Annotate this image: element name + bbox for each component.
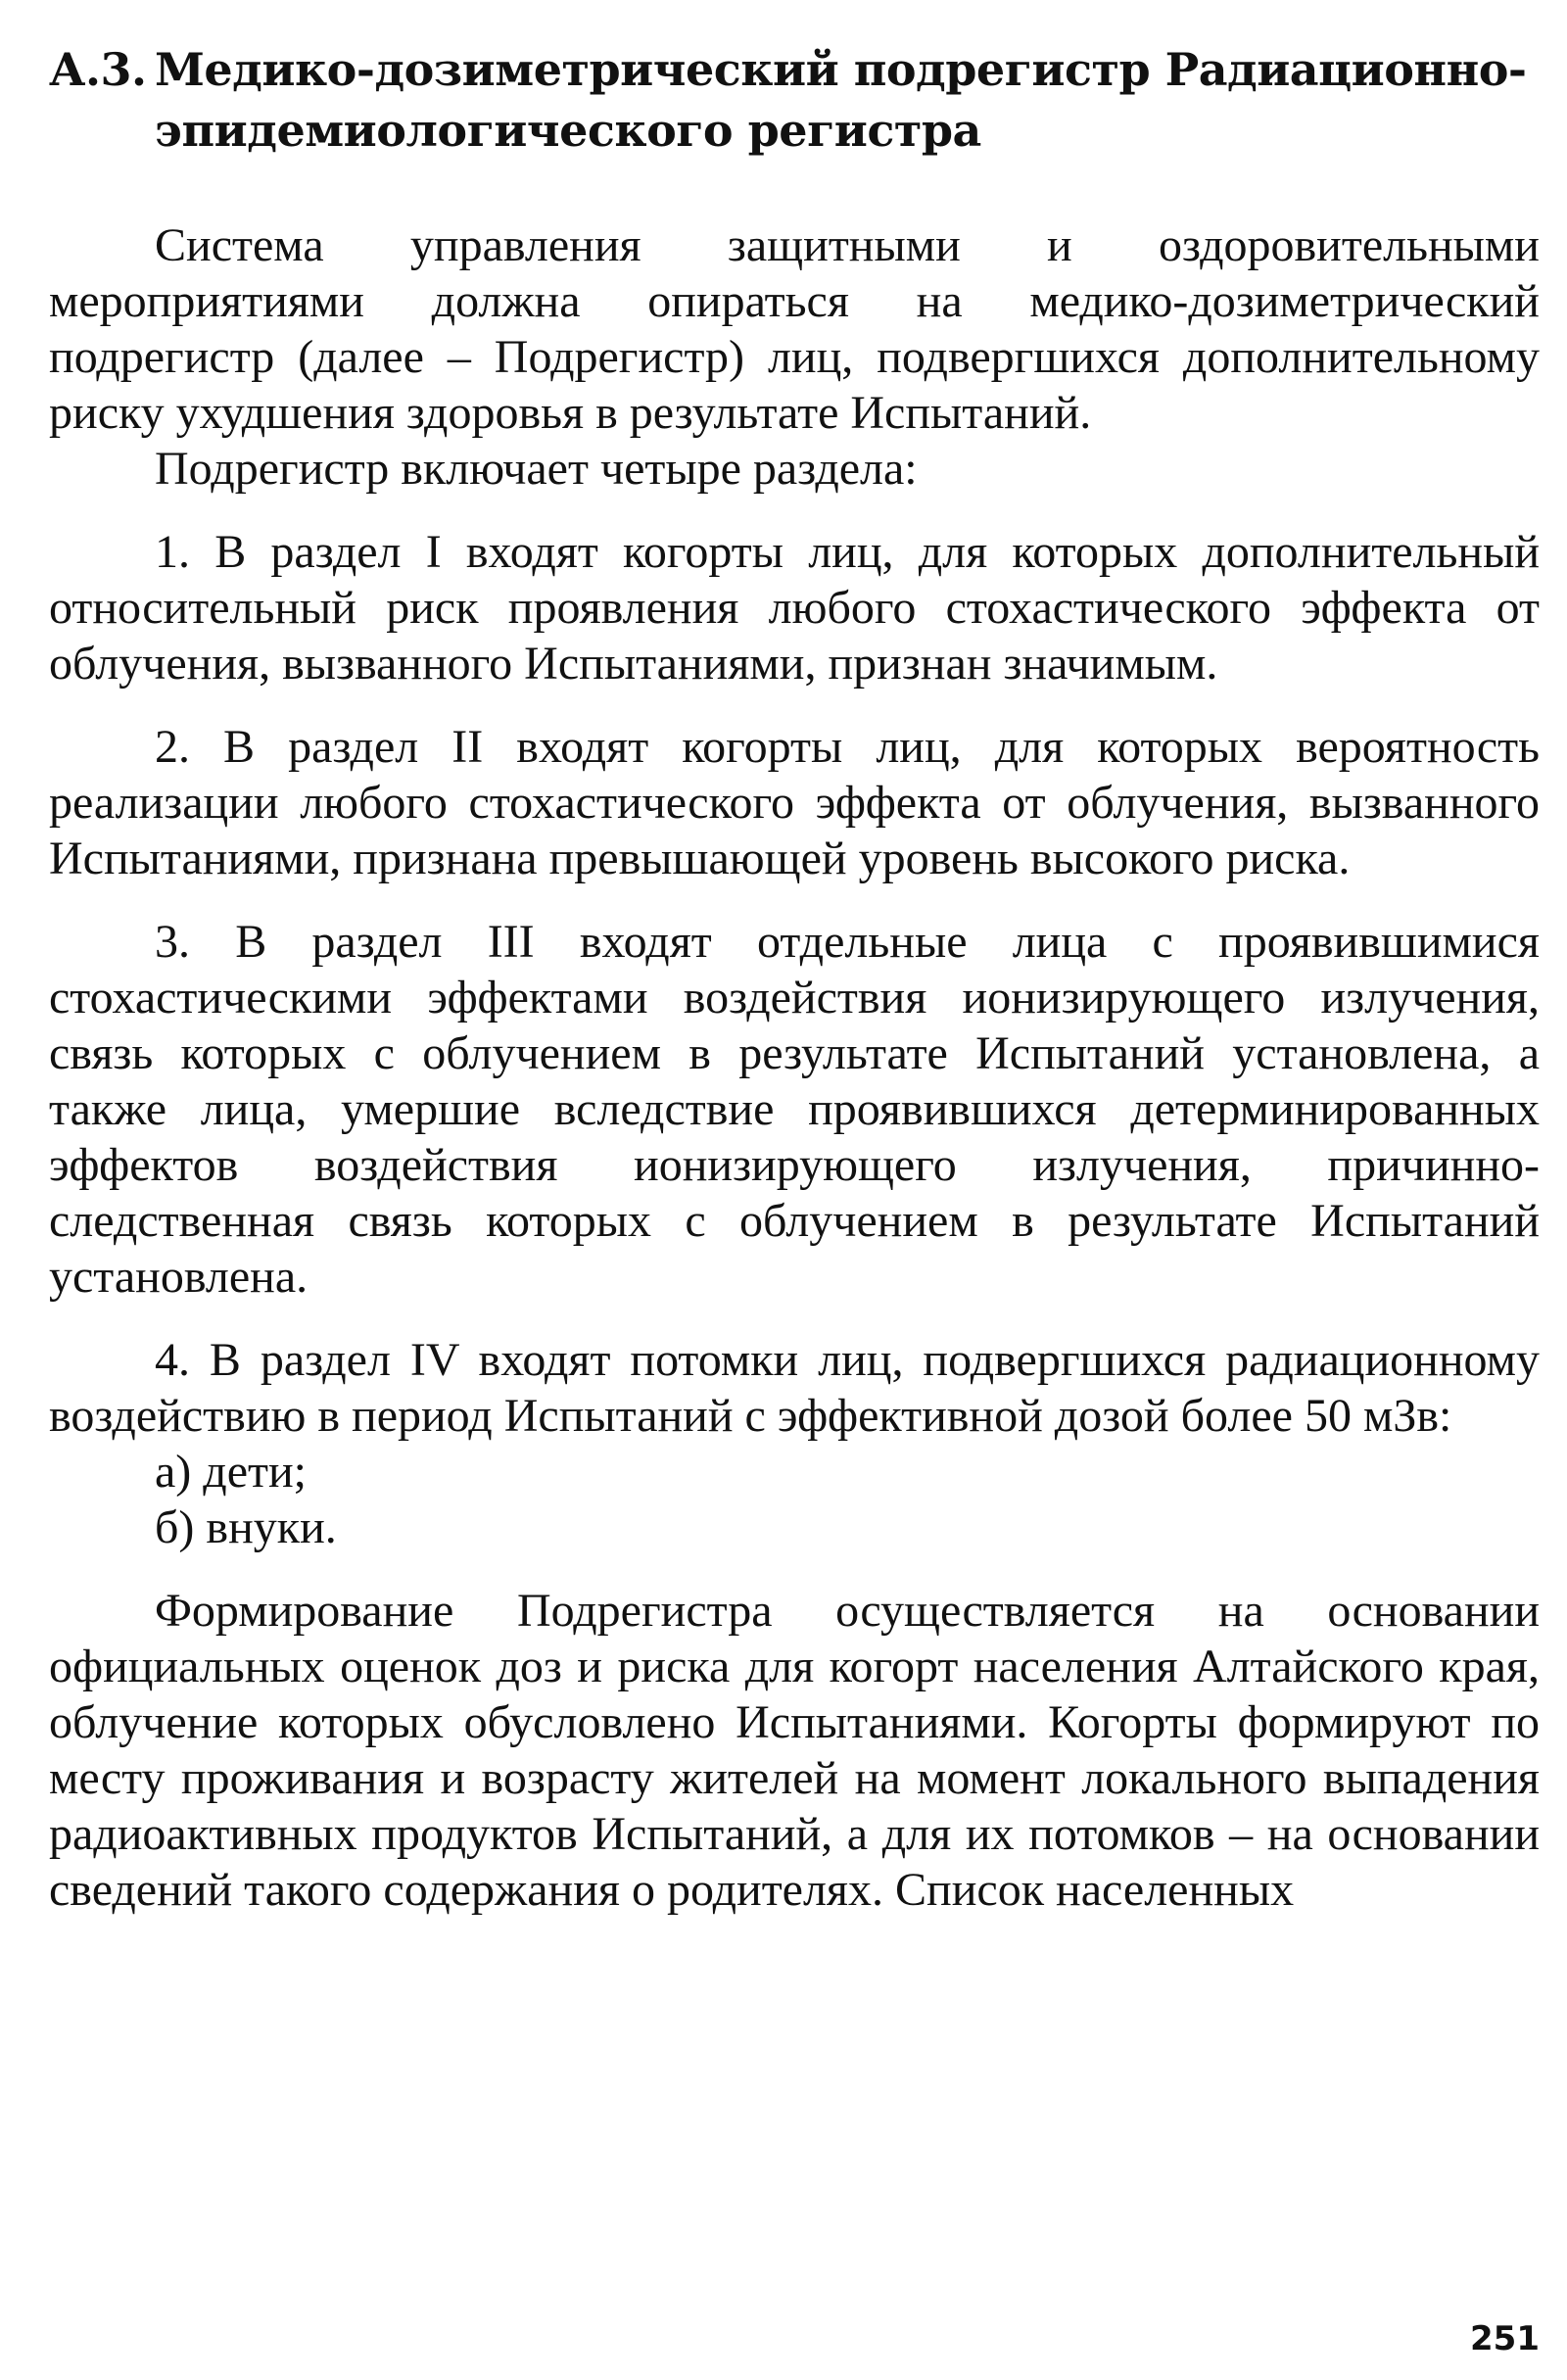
section-heading [49, 39, 1540, 161]
sub-item-children: а) дети; [155, 1446, 308, 1498]
section-title: Медико-дозиметрический подрегистр Радиационно-эпидемиологического регистра [155, 43, 1527, 157]
sub-item-grandchildren: б) внуки. [155, 1501, 337, 1553]
section-number: А.3. [49, 43, 147, 96]
paragraph-formation: Формирование Подрегистра осуществляется на основании официальных оценок доз и риска для когорт населения Алтайского края, облучение которых обусловлено Испытаниями. Когорты формируют по месту проживания и возрасту жителей на момент локального выпадения радиоактивных продуктов Испытаний, а для их потомков – на основании сведений такого содержания о родителях. Список населенных [49, 1585, 1540, 1916]
list-item-section-1: 1. В раздел I входят когорты лиц, для которых дополнительный относительный риск проявления любого стохастического эффекта от облучения, вызванного Испытаниями, признан значимым. [49, 526, 1540, 690]
document-page [49, 39, 1540, 2331]
page-number: 251 [1470, 2319, 1540, 2358]
paragraph-intro: Система управления защитными и оздоровительными мероприятиями должна опираться на медико-дозиметрический подрегистр (далее – Подрегистр) лиц, подвергшихся дополнительному риску ухудшения здоровья в результате Испытаний. [49, 219, 1540, 439]
list-item-section-3: 3. В раздел III входят отдельные лица с проявившимися стохастическими эффектами воздействия ионизирующего излучения, связь которых с облучением в результате Испытаний установлена, а также лица, умершие вследствие проявившихся детерминированных эффектов воздействия ионизирующего излучения, причинно-следственная связь которых с облучением в результате Испытаний установлена. [49, 916, 1540, 1303]
list-item-section-4: 4. В раздел IV входят потомки лиц, подвергшихся радиационному воздействию в период Испытаний с эффективной дозой более 50 мЗв: [49, 1334, 1540, 1442]
list-item-section-2: 2. В раздел II входят когорты лиц, для которых вероятность реализации любого стохастического эффекта от облучения, вызванного Испытаниями, признана превышающей уровень высокого риска. [49, 721, 1540, 884]
paragraph-sections-count: Подрегистр включает четыре раздела: [155, 443, 918, 495]
